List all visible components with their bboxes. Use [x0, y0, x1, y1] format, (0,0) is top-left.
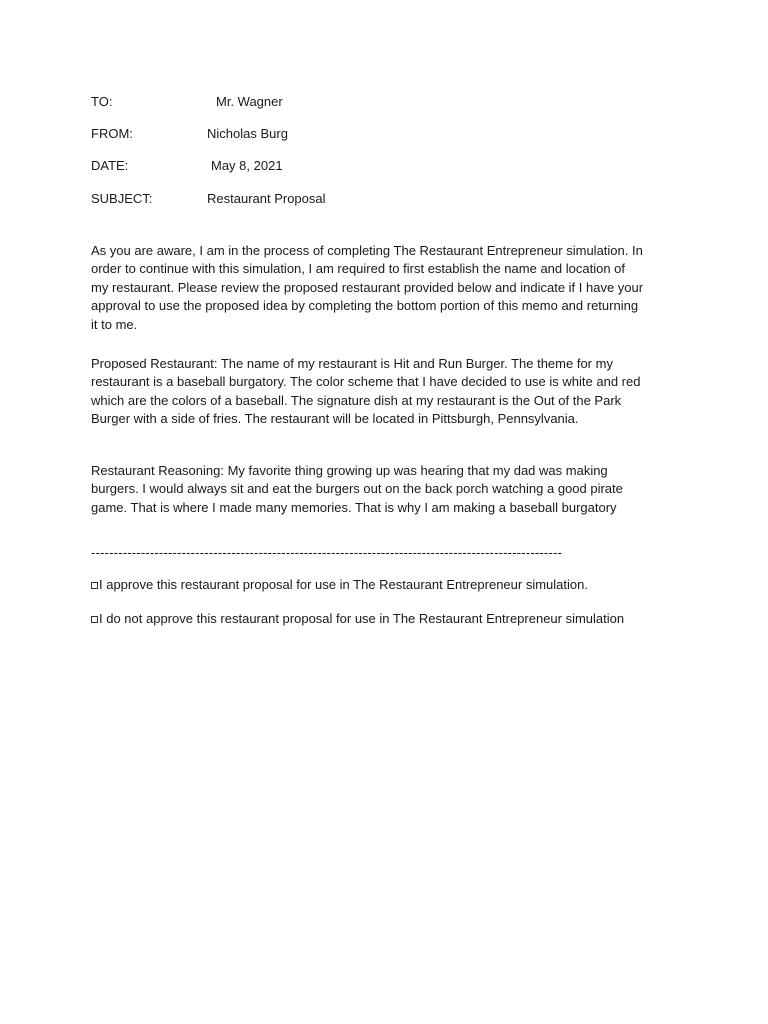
cut-line-divider: -------------------------------------------------------------------------------------------------------- [91, 545, 563, 560]
from-label: FROM: [91, 126, 133, 141]
reject-label: I do not approve this restaurant proposal for use in The Restaurant Entrepreneur simulation [99, 611, 625, 626]
intro-line: approval to use the proposed idea by completing the bottom portion of this memo and returning [91, 298, 639, 314]
proposed-line: Burger with a side of fries. The restaurant will be located in Pittsburgh, Pennsylvania. [91, 411, 579, 427]
reasoning-line: burgers. I would always sit and eat the burgers out on the back porch watching a good pirate [91, 481, 623, 497]
approve-checkbox[interactable] [91, 582, 98, 589]
intro-paragraph [91, 242, 687, 334]
subject-label: SUBJECT: [91, 191, 153, 206]
date-label: DATE: [91, 158, 129, 173]
approve-option[interactable] [91, 576, 711, 594]
date-row [91, 157, 651, 175]
proposed-line: restaurant is a baseball burgatory. The color scheme that I have decided to use is white and red [91, 374, 641, 390]
date-value: May 8, 2021 [211, 158, 283, 173]
to-label: TO: [91, 94, 113, 109]
reasoning-line: Restaurant Reasoning: My favorite thing growing up was hearing that my dad was making [91, 463, 608, 478]
reject-option[interactable] [91, 610, 711, 628]
reasoning-line: game. That is where I made many memories. That is why I am making a baseball burgatory [91, 499, 617, 515]
to-row [91, 93, 651, 111]
intro-line: it to me. [91, 316, 138, 332]
restaurant-reasoning-paragraph [91, 462, 687, 517]
intro-line: order to continue with this simulation, I am required to first establish the name and location of [91, 261, 626, 277]
from-row [91, 125, 651, 143]
proposed-line: which are the colors of a baseball. The signature dish at my restaurant is the Out of the Park [91, 392, 622, 408]
proposed-line: Proposed Restaurant: The name of my restaurant is Hit and Run Burger. The theme for my [91, 356, 613, 371]
from-value: Nicholas Burg [207, 126, 288, 141]
intro-line: As you are aware, I am in the process of completing The Restaurant Entrepreneur simulation. In [91, 243, 643, 258]
to-value: Mr. Wagner [216, 94, 283, 109]
subject-value: Restaurant Proposal [207, 191, 326, 206]
subject-row [91, 190, 651, 208]
proposed-restaurant-paragraph [91, 355, 687, 429]
approve-label: I approve this restaurant proposal for use in The Restaurant Entrepreneur simulation. [99, 577, 588, 592]
reject-checkbox[interactable] [91, 616, 98, 623]
intro-line: my restaurant. Please review the proposed restaurant provided below and indicate if I have your [91, 279, 644, 295]
